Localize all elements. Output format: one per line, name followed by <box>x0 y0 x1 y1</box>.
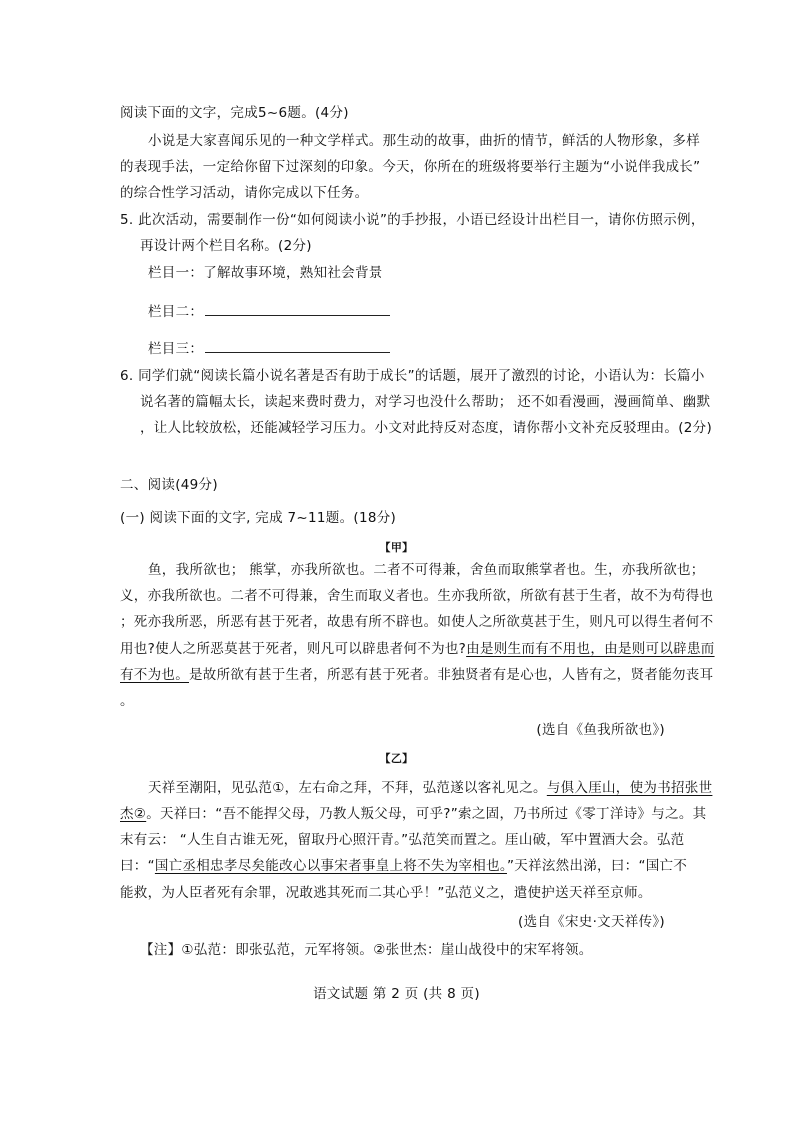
jia-line-2: 义，亦我所欲也。二者不可得兼，舍生而取义者也。生亦我所欲，所欲有甚于生者，故不为苟得也 <box>120 588 714 604</box>
yi-underlined-sentence-part-1: 与俱入厓山，使为书招张世 <box>546 780 713 796</box>
column-two-row <box>148 302 390 321</box>
column-three-answer-blank[interactable] <box>205 339 390 353</box>
question-6-line-3: ，让人比较放松，还能减轻学习压力。小文对此持反对态度，请你帮小文补充反驳理由。(2分) <box>140 420 713 436</box>
yi-line-1-text: 天祥至潮阳，见弘范①，左右命之拜，不拜，弘范遂以客礼见之。 <box>148 780 547 796</box>
yi-line-4-end: ”天祥泫然出涕，曰：“国亡不 <box>506 858 688 874</box>
jia-line-6: 。 <box>120 693 134 709</box>
yi-line-1 <box>148 779 712 797</box>
subsection-one-heading: (一) 阅读下面的文字, 完成 7~11题。(18分) <box>120 510 397 526</box>
reading-instruction: 阅读下面的文字，完成5~6题。(4分) <box>120 105 349 121</box>
column-three-row <box>148 339 390 358</box>
jia-line-4-text: 用也?使人之所恶莫甚于死者，则凡可以辟患者何不为也? <box>120 641 467 657</box>
yi-line-5: 能救，为人臣者死有余罪，况敢逃其死而二其心乎！”弘范义之，遣使护送天祥至京师。 <box>120 885 652 901</box>
column-two-label: 栏目二： <box>148 304 204 320</box>
passage-line-2: 的表现手法，一定给你留下过深刻的印象。今天，你所在的班级将要举行主题为“小说伴我成长” <box>120 159 701 175</box>
yi-line-3: 末有云： “人生自古谁无死，留取丹心照汗青。”弘范笑而置之。厓山破，军中置酒大会。弘范 <box>120 832 685 848</box>
column-two-answer-blank[interactable] <box>205 302 390 316</box>
column-three-label: 栏目三： <box>148 341 204 357</box>
jia-line-5-text: 是故所欲有甚于生者，所恶有甚于死者。非独贤者有是心也，人皆有之，贤者能勿丧耳 <box>189 667 714 683</box>
yi-line-4 <box>120 857 687 875</box>
question-6-line-2: 说名著的篇幅太长，读起来费时费力，对学习也没什么帮助； 还不如看漫画，漫画简单、幽默 <box>140 394 711 410</box>
yi-source: (选自《宋史·文天祥传》) <box>518 914 665 930</box>
yi-line-2-text: 。天祥曰：“吾不能捍父母，乃教人叛父母，可乎?”索之固，乃书所过《零丁洋诗》与之。其 <box>146 806 707 822</box>
yi-underlined-sentence-part-2: 杰② <box>120 806 147 822</box>
yi-annotation-note: 【注】①弘范：即张弘范，元军将领。②张世杰：崖山战役中的宋军将领。 <box>140 942 593 958</box>
yi-underlined-sentence-for-punctuation: 国亡丞相忠孝尽矣能改心以事宋者事皇上将不失为宰相也。 <box>154 858 507 874</box>
question-5-line-2: 再设计两个栏目名称。(2分) <box>140 238 312 254</box>
yi-line-4-start: 曰：“ <box>120 858 155 874</box>
jia-source: (选自《鱼我所欲也》) <box>536 722 665 738</box>
passage-yi-label: 【乙】 <box>379 752 414 765</box>
jia-underlined-sentence-part-2: 有不为也。 <box>120 667 189 683</box>
question-6-line-1: 6. 同学们就“阅读长篇小说名著是否有助于成长”的话题，展开了激烈的讨论，小语认为：长篇小 <box>120 368 705 384</box>
passage-line-1: 小说是大家喜闻乐见的一种文学样式。那生动的故事，曲折的情节，鲜活的人物形象，多样 <box>148 133 700 149</box>
jia-line-3: ；死亦我所恶，所恶有甚于死者，故患有所不辟也。如使人之所欲莫甚于生，则凡可以得生者何不 <box>120 614 714 630</box>
column-one-example: 栏目一：了解故事环境，熟知社会背景 <box>148 265 383 281</box>
jia-line-5 <box>120 666 713 684</box>
question-5-line-1: 5. 此次活动，需要制作一份“如何阅读小说”的手抄报，小语已经设计出栏目一，请你仿照示例， <box>120 212 705 228</box>
jia-line-1: 鱼，我所欲也； 熊掌，亦我所欲也。二者不可得兼，舍鱼而取熊掌者也。生，亦我所欲也； <box>148 562 705 578</box>
passage-line-3: 的综合性学习活动，请你完成以下任务。 <box>120 185 369 201</box>
yi-line-2 <box>120 805 706 823</box>
section-two-heading: 二、阅读(49分) <box>120 477 218 493</box>
page-footer: 语文试题 第 2 页 (共 8 页) <box>313 986 480 1002</box>
jia-line-4 <box>120 640 715 658</box>
jia-underlined-sentence-part-1: 由是则生而有不用也，由是则可以辟患而 <box>466 641 715 657</box>
passage-jia-label: 【甲】 <box>379 541 414 554</box>
